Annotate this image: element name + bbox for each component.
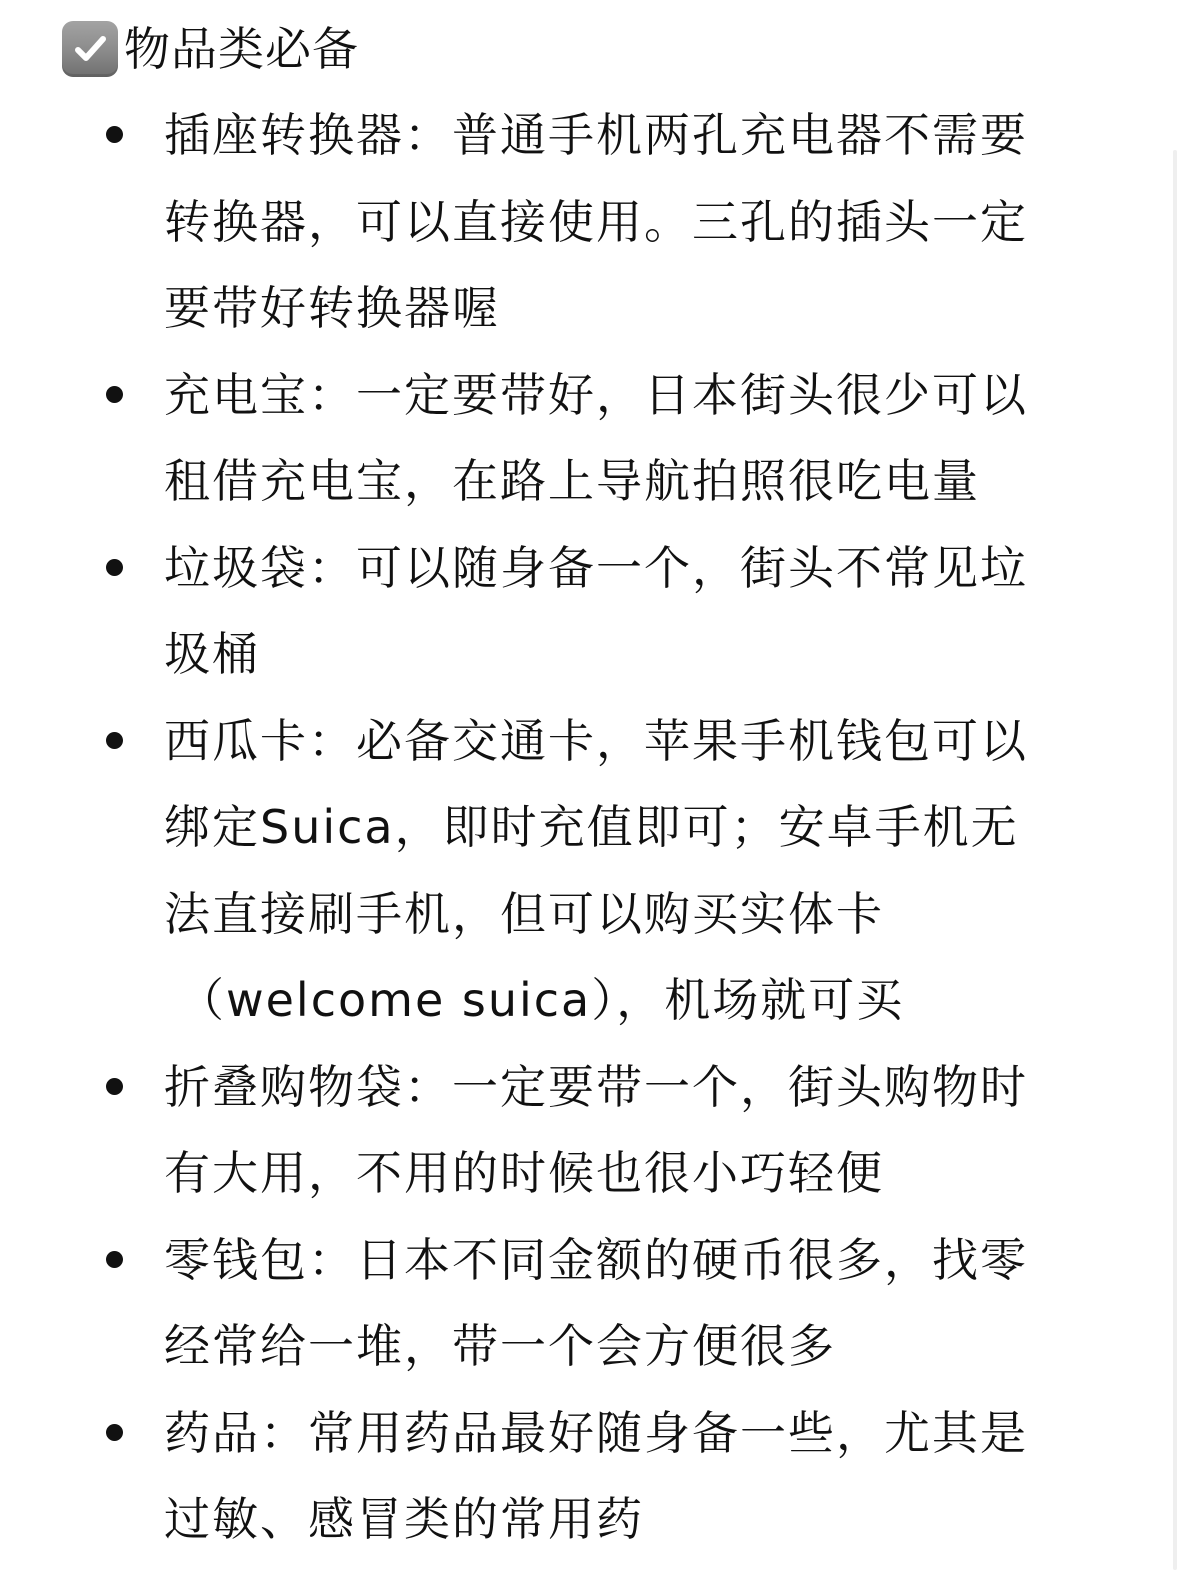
list-item-coin-purse <box>0 1217 1181 1390</box>
list-item-plug-adapter <box>0 92 1181 352</box>
item-text-line: 插座转换器：普通手机两孔充电器不需要 <box>164 108 1028 162</box>
item-text-line: 折叠购物袋：一定要带一个，街头购物时 <box>164 1059 1028 1114</box>
bullet-icon <box>106 559 123 576</box>
bullet-icon <box>106 126 123 143</box>
item-text-line: （welcome suica），机场就可买 <box>178 973 905 1027</box>
check-box-icon <box>62 21 118 77</box>
item-text-line: 充电宝：一定要带好，日本街头很少可以 <box>164 367 1028 422</box>
item-text-line: 租借充电宝，在路上导航拍照很吃电量 <box>164 454 980 508</box>
item-text-line: 过敏、感冒类的常用药 <box>164 1492 644 1546</box>
bullet-icon <box>106 1251 123 1268</box>
item-text-line: 经常给一堆，带一个会方便很多 <box>164 1319 836 1373</box>
bullet-icon <box>106 386 123 403</box>
list-item-suica-card <box>0 698 1181 1044</box>
item-text-line: 药品：常用药品最好随身备一些，尤其是 <box>164 1405 1028 1460</box>
bullet-icon <box>106 1078 123 1095</box>
item-text-line: 垃圾袋：可以随身备一个，街头不常见垃 <box>164 540 1028 595</box>
item-text-line: 零钱包：日本不同金额的硬币很多，找零 <box>164 1232 1028 1287</box>
list-item-shopping-bag <box>0 1044 1181 1217</box>
list-item-power-bank <box>0 352 1181 525</box>
list-item-trash-bag <box>0 525 1181 698</box>
bullet-icon <box>106 1424 123 1441</box>
list-item-medicine <box>0 1390 1181 1563</box>
item-text-line: 法直接刷手机，但可以购买实体卡 <box>164 886 884 941</box>
section-heading <box>62 14 359 84</box>
item-text-line: 有大用，不用的时候也很小巧轻便 <box>164 1146 884 1200</box>
item-text-line: 圾桶 <box>164 627 260 681</box>
scrollbar[interactable] <box>1173 150 1177 1570</box>
item-text-line: 转换器，可以直接使用。三孔的插头一定 <box>164 194 1028 249</box>
item-list <box>0 92 1181 1563</box>
bullet-icon <box>106 732 123 749</box>
item-text-line: 绑定Suica，即时充值即可；安卓手机无 <box>164 800 1019 854</box>
section-title: 物品类必备 <box>124 22 359 76</box>
item-text-line: 西瓜卡：必备交通卡，苹果手机钱包可以 <box>164 713 1028 768</box>
item-text-line: 要带好转换器喔 <box>164 281 500 335</box>
